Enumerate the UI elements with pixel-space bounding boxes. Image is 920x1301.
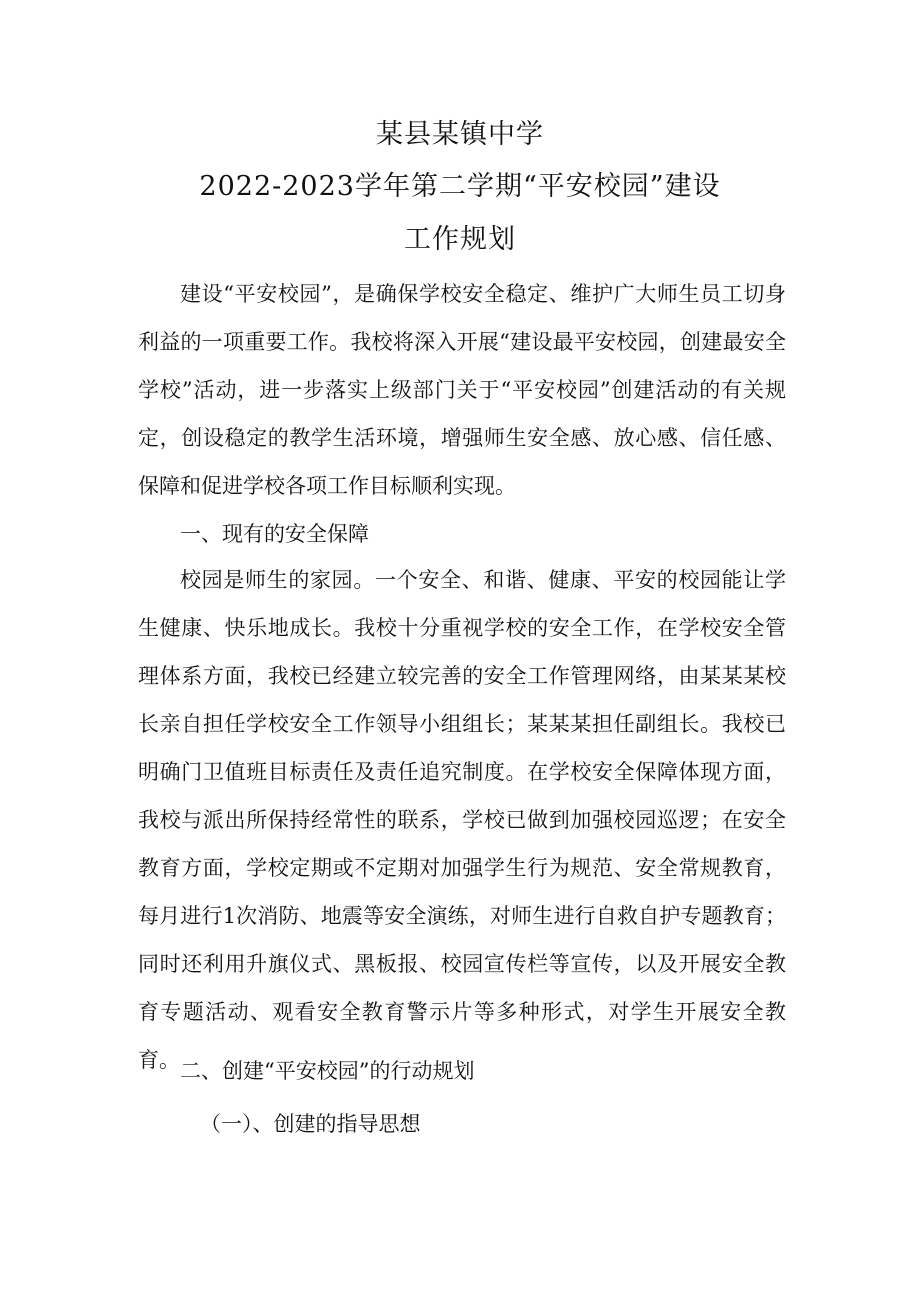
school-name-title: 某县某镇中学: [376, 119, 544, 150]
section-2-sub-heading: （一）、创建的指导思想: [200, 1112, 421, 1136]
section-1-heading: 一、现有的安全保障: [180, 522, 369, 546]
semester-title: 2022-2023学年第二学期“平安校园”建设: [199, 171, 721, 202]
section-2-heading: 二、创建“平安校园”的行动规划: [180, 1059, 475, 1083]
intro-paragraph: 建设“平安校园”，是确保学校安全稳定、维护广大师生员工切身利益的一项重要工作。我校将深入开展“建设最平安校园，创建最安全学校”活动，进一步落实上级部门关于“平安校园”创建活动的有关规定，创设稳定的教学生活环境，增强师生安全感、放心感、信任感、保障和促进学校各项工作目标顺利实现。: [138, 282, 786, 498]
plan-title: 工作规划: [404, 224, 516, 255]
section-1-paragraph: 校园是师生的家园。一个安全、和谐、健康、平安的校园能让学生健康、快乐地成长。我校十分重视学校的安全工作，在学校安全管理体系方面，我校已经建立较完善的安全工作管理网络，由某某某校长亲自担任学校安全工作领导小组组长；某某某担任副组长。我校已明确门卫值班目标责任及责任追究制度。在学校安全保障体现方面，我校与派出所保持经常性的联系，学校已做到加强校园巡逻；在安全教育方面，学校定期或不定期对加强学生行为规范、安全常规教育，每月进行1次消防、地震等安全演练，对师生进行自救自护专题教育；同时还利用升旗仪式、黑板报、校园宣传栏等宣传，以及开展安全教育专题活动、观看安全教育警示片等多种形式，对学生开展安全教育。: [138, 568, 786, 1072]
